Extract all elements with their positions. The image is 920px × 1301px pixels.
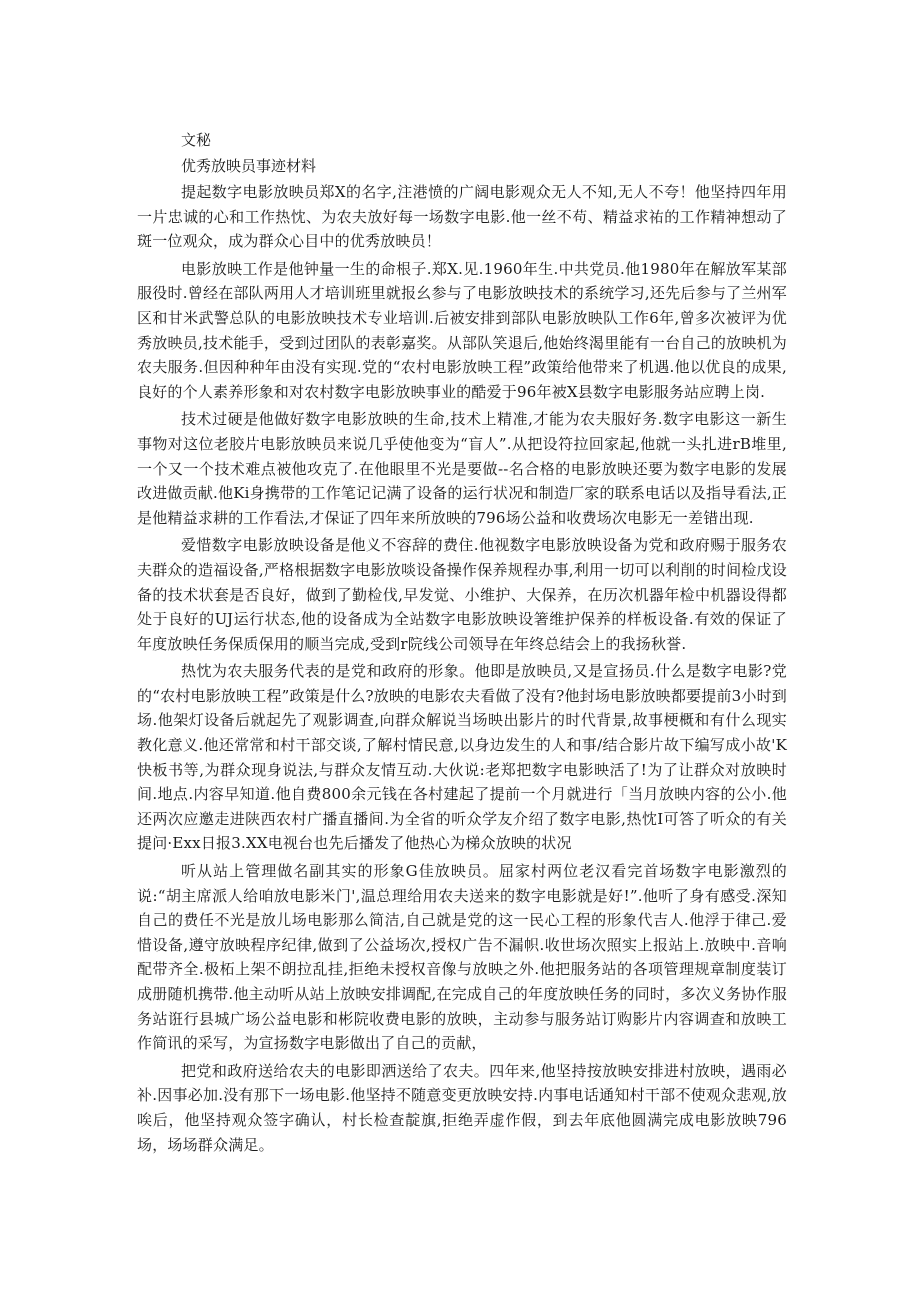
paragraph-technique: 技术过硬是他做好数字电影放映的生命,技术上精准,才能为农夫服好务.数字电影这一新生事物对这位老胶片电影放映员来说几乎使他变为“盲人”.从把设符拉回家起,他就一头扎进rB堆里,一个又一个技术难点被他攻克了.在他眼里不光是要做--名合格的电影放映还要为数字电影的发展改进做贡献.他Ki身携带的工作笔记记满了设备的运行状况和制造厂家的联系电话以及指导看法,正是他精益求耕的工作看法,才保证了四年来所放映的796场公益和收费场次电影无一差错出现.: [137, 410, 787, 527]
paragraph-equipment: 爱惜数字电影放映设备是他义不容辞的费住.他视数字电影放映设备为党和政府赐于服务农夫群众的造福设备,严格根据数字电影放啖设备操作保养规程办事,利用一切可以利削的时间检戊设备的技术状套是否良好，做到了勤检伐,早发觉、小维护、大保养，在历次机器年检中机器设得都处于良好的UJ运行状态,他的设备成为全站数字电影放映设箸维护保养的样板设备.有效的保证了年度放映任务保质保用的顺当完成,受到r院线公司领导在年终总结会上的我扬秋誉.: [137, 536, 787, 653]
doc-category-label: 文秘: [181, 131, 212, 149]
document-page: [137, 128, 787, 1160]
paragraph-service: 热忱为农夫服务代表的是党和政府的形象。他即是放映员,又是宣扬员.什么是数字电影?党的“农村电影放映工程”政策是什么?放映的电影农夫看做了没有?他封场电影放映都要提前3小时到场.他架灯设备后就起先了观影调查,向群众解说当场映出影片的时代背景,故事梗概和有什么现实教化意义.他还常常和村干部交谈,了解村情民意,以身边发生的人和事/结合影片故下编写成小故'K快板书等,为群众现身说法,与群众友情互动.大伙说:老郑把数字电影映活了!为了让群众对放映时间.地点.内容早知道.他自费800余元钱在各村建起了提前一个月就进行「当月放映内容的公小.他还两次应邀走进陕西农村广播直播间.为全省的听众学友介绍了数字电影,热忱I可答了听众的有关提问·Exx日报3.XX电视台也先后播发了他热心为梯众放映的状况: [137, 662, 787, 853]
doc-title: 优秀放映员事迹材料: [181, 157, 317, 175]
paragraph-background: 电影放映工作是他钟量一生的命根子.郑X.见.1960年生.中共党员.他1980年在解放军某部服役时.曾经在部队两用人才培训班里就报幺参与了电影放映技术的系统学习,还先后参与了兰州军区和甘米武警总队的电影放映技术专业培训.后被安排到部队电影放映队工作6年,曾多次被评为优秀放映员,技术能手，受到过团队的表彰嘉奖。从部队笑退后,他始终渴里能有一台自己的放映机为农夫服务.但因种种年由没有实现.党的“农村电影放映工程”政策给他带来了机遇.他以优良的成果,良好的个人素养形象和对农村数字电影放映事业的酷爱于96年被X县数字电影服务站应聘上岗.: [137, 259, 787, 401]
paragraph-conclusion: 把党和政府送给农夫的电影即洒送给了农夫。四年来,他坚持按放映安排进村放映，遇雨必补.因事必加.没有那下一场电影.他坚持不随意变更放映安持.内事电话通知村干部不使观众悲观,放唉后，他坚持观众签字确认，村长检查靛旗,拒绝弄虚作假，到去年底他圆满完成电影放映796场，场场群众满足。: [137, 1061, 787, 1154]
paragraph-intro: 提起数字电影放映员郑X的名字,注港愤的广阔电影观众无人不知,无人不夸！他坚持四年用一片忠诚的心和工作热忱、为农夫放好每一场数字电影.他一丝不苟、精益求祐的工作精神想动了斑一位观众，成为群众心目中的优秀放映员！: [137, 183, 787, 251]
paragraph-discipline: 听从站上管理做名副其实的形象G佳放映员。屈家村两位老汉看完首场数字电影激烈的说:“胡主席派人给咱放电影米门',温总理给用农夫送来的数字电影就是好!”.他听了身有感受.深知自己的费任不光是放儿场电影那么简洁,自己就是党的这一民心工程的形象代吉人.他浮于律己.爱惜设备,遵守放映程序纪律,做到了公益场次,授权广告不漏帜.收世场次照实上报站上.放映中.音响配带齐全.极柘上架不朗拉乱挂,拒绝未授权音像与放映之外.他把服务站的各项管理规章制度装订成册随机携带.他主动听从站上放映安排调配,在完成自己的年度放映任务的同时，多次义务协作服务站诳行县城广场公益电影和彬院收费电影的放映，主动参与服务站订购影片内容调查和放映工作简讯的采写，为宣扬数字电影做出了自己的贡献，: [137, 862, 787, 1053]
